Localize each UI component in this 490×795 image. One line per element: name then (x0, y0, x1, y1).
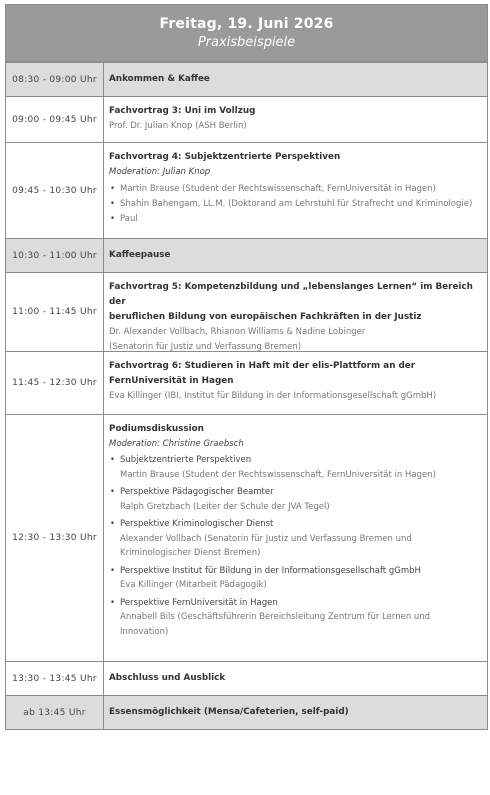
list-item (109, 564, 483, 593)
moderation: Moderation: Christine Graebsch (109, 438, 244, 449)
speaker: Prof. Dr. Julian Knop (ASH Berlin) (109, 121, 247, 131)
session-title-line: Fachvortrag 5: Kompetenzbildung und „lebenslanges Lernen“ im Bereich der (109, 282, 473, 307)
schedule-row (6, 96, 487, 142)
speaker-line: (Senatorin für Justiz und Verfassung Bremen) (109, 342, 302, 352)
session-title: Kaffeepause (109, 250, 171, 260)
time-cell: 09:45 - 10:30 Uhr (6, 143, 104, 238)
session-title: Abschluss und Ausblick (109, 673, 226, 683)
time-cell: 11:45 - 12:30 Uhr (6, 352, 104, 414)
panel-item-title: • Perspektive Institut für Bildung in der Informationsgesellschaft gGmbH (120, 565, 421, 576)
list-item (109, 453, 483, 482)
content-cell (104, 415, 487, 661)
content-cell (104, 97, 487, 142)
content-cell (104, 143, 487, 238)
list-item (109, 485, 483, 514)
panel-item-title: • Perspektive Kriminologischer Dienst (120, 519, 274, 529)
schedule-row (6, 661, 487, 695)
session-title-line: Fachvortrag 6: Studieren in Haft mit der elis-Plattform an der (109, 361, 416, 371)
list-item (109, 517, 483, 561)
time-cell: ab 13:45 Uhr (6, 696, 104, 729)
schedule-row (6, 414, 487, 661)
list-item (109, 596, 483, 640)
schedule-header (6, 5, 487, 62)
schedule-row (6, 695, 487, 729)
panel-item-title: • Perspektive FernUniversität in Hagen (120, 597, 278, 608)
panel-item-speaker: Alexander Vollbach (Senatorin für Justiz und Verfassung Bremen und (120, 533, 412, 544)
panel-item-speaker: Martin Brause (Student der Rechtswissenschaft, FernUniversität in Hagen) (120, 469, 436, 480)
day-subtitle: Praxisbeispiele (197, 35, 296, 50)
panel-item-speaker: Kriminologischer Dienst Bremen) (120, 548, 261, 558)
panel-item-speaker: Annabell Bils (Geschäftsführerin Bereichsleitung Zentrum für Lernen und (120, 612, 431, 622)
speaker-list (109, 182, 483, 227)
day-title: Freitag, 19. Juni 2026 (159, 16, 334, 32)
speaker: Eva Killinger (IBI, Institut für Bildung in der Informationsgesellschaft gGmbH) (109, 391, 437, 401)
content-cell (104, 352, 487, 414)
session-title: Ankommen & Kaffee (109, 74, 210, 84)
content-cell (104, 63, 487, 96)
session-title: Podiumsdiskussion (109, 424, 204, 434)
session-title-line: beruflichen Bildung von europäischen Fachkräften in der Justiz (109, 312, 422, 322)
time-cell: 10:30 - 11:00 Uhr (6, 239, 104, 272)
list-item: • Paul (109, 212, 483, 227)
time-cell: 13:30 - 13:45 Uhr (6, 662, 104, 695)
time-cell: 08:30 - 09:00 Uhr (6, 63, 104, 96)
schedule-row (6, 272, 487, 351)
content-cell (104, 696, 487, 729)
session-title-line: FernUniversität in Hagen (109, 376, 234, 386)
list-item: • Martin Brause (Student der Rechtswissenschaft, FernUniversität in Hagen) (109, 182, 483, 197)
panel-item-speaker: Eva Killinger (Mitarbeit Pädagogik) (120, 580, 267, 590)
speaker-line: Dr. Alexander Vollbach, Rhianon Williams & Nadine Lobinger (109, 327, 366, 337)
content-cell (104, 662, 487, 695)
schedule-row (6, 238, 487, 272)
list-item: • Shahin Bahengam, LL.M. (Doktorand am Lehrstuhl für Strafrecht und Kriminologie) (109, 197, 483, 212)
panel-item-speaker: Ralph Gretzbach (Leiter der Schule der JVA Tegel) (120, 501, 330, 512)
session-title: Fachvortrag 4: Subjektzentrierte Perspektiven (109, 152, 341, 162)
schedule-row (6, 142, 487, 238)
panel-item-title: • Subjektzentrierte Perspektiven (120, 455, 252, 465)
panel-item-title: • Perspektive Pädagogischer Beamter (120, 487, 274, 497)
schedule-row (6, 351, 487, 414)
time-cell: 09:00 - 09:45 Uhr (6, 97, 104, 142)
panel-list (109, 453, 483, 639)
schedule-row (6, 62, 487, 96)
content-cell (104, 273, 487, 351)
session-title: Essensmöglichkeit (Mensa/Cafeterien, self-paid) (109, 707, 349, 717)
moderation: Moderation: Julian Knop (109, 167, 211, 177)
time-cell: 11:00 - 11:45 Uhr (6, 273, 104, 351)
content-cell (104, 239, 487, 272)
schedule-table (5, 4, 488, 730)
session-title: Fachvortrag 3: Uni im Vollzug (109, 106, 256, 116)
panel-item-speaker: Innovation) (120, 626, 169, 637)
time-cell: 12:30 - 13:30 Uhr (6, 415, 104, 661)
